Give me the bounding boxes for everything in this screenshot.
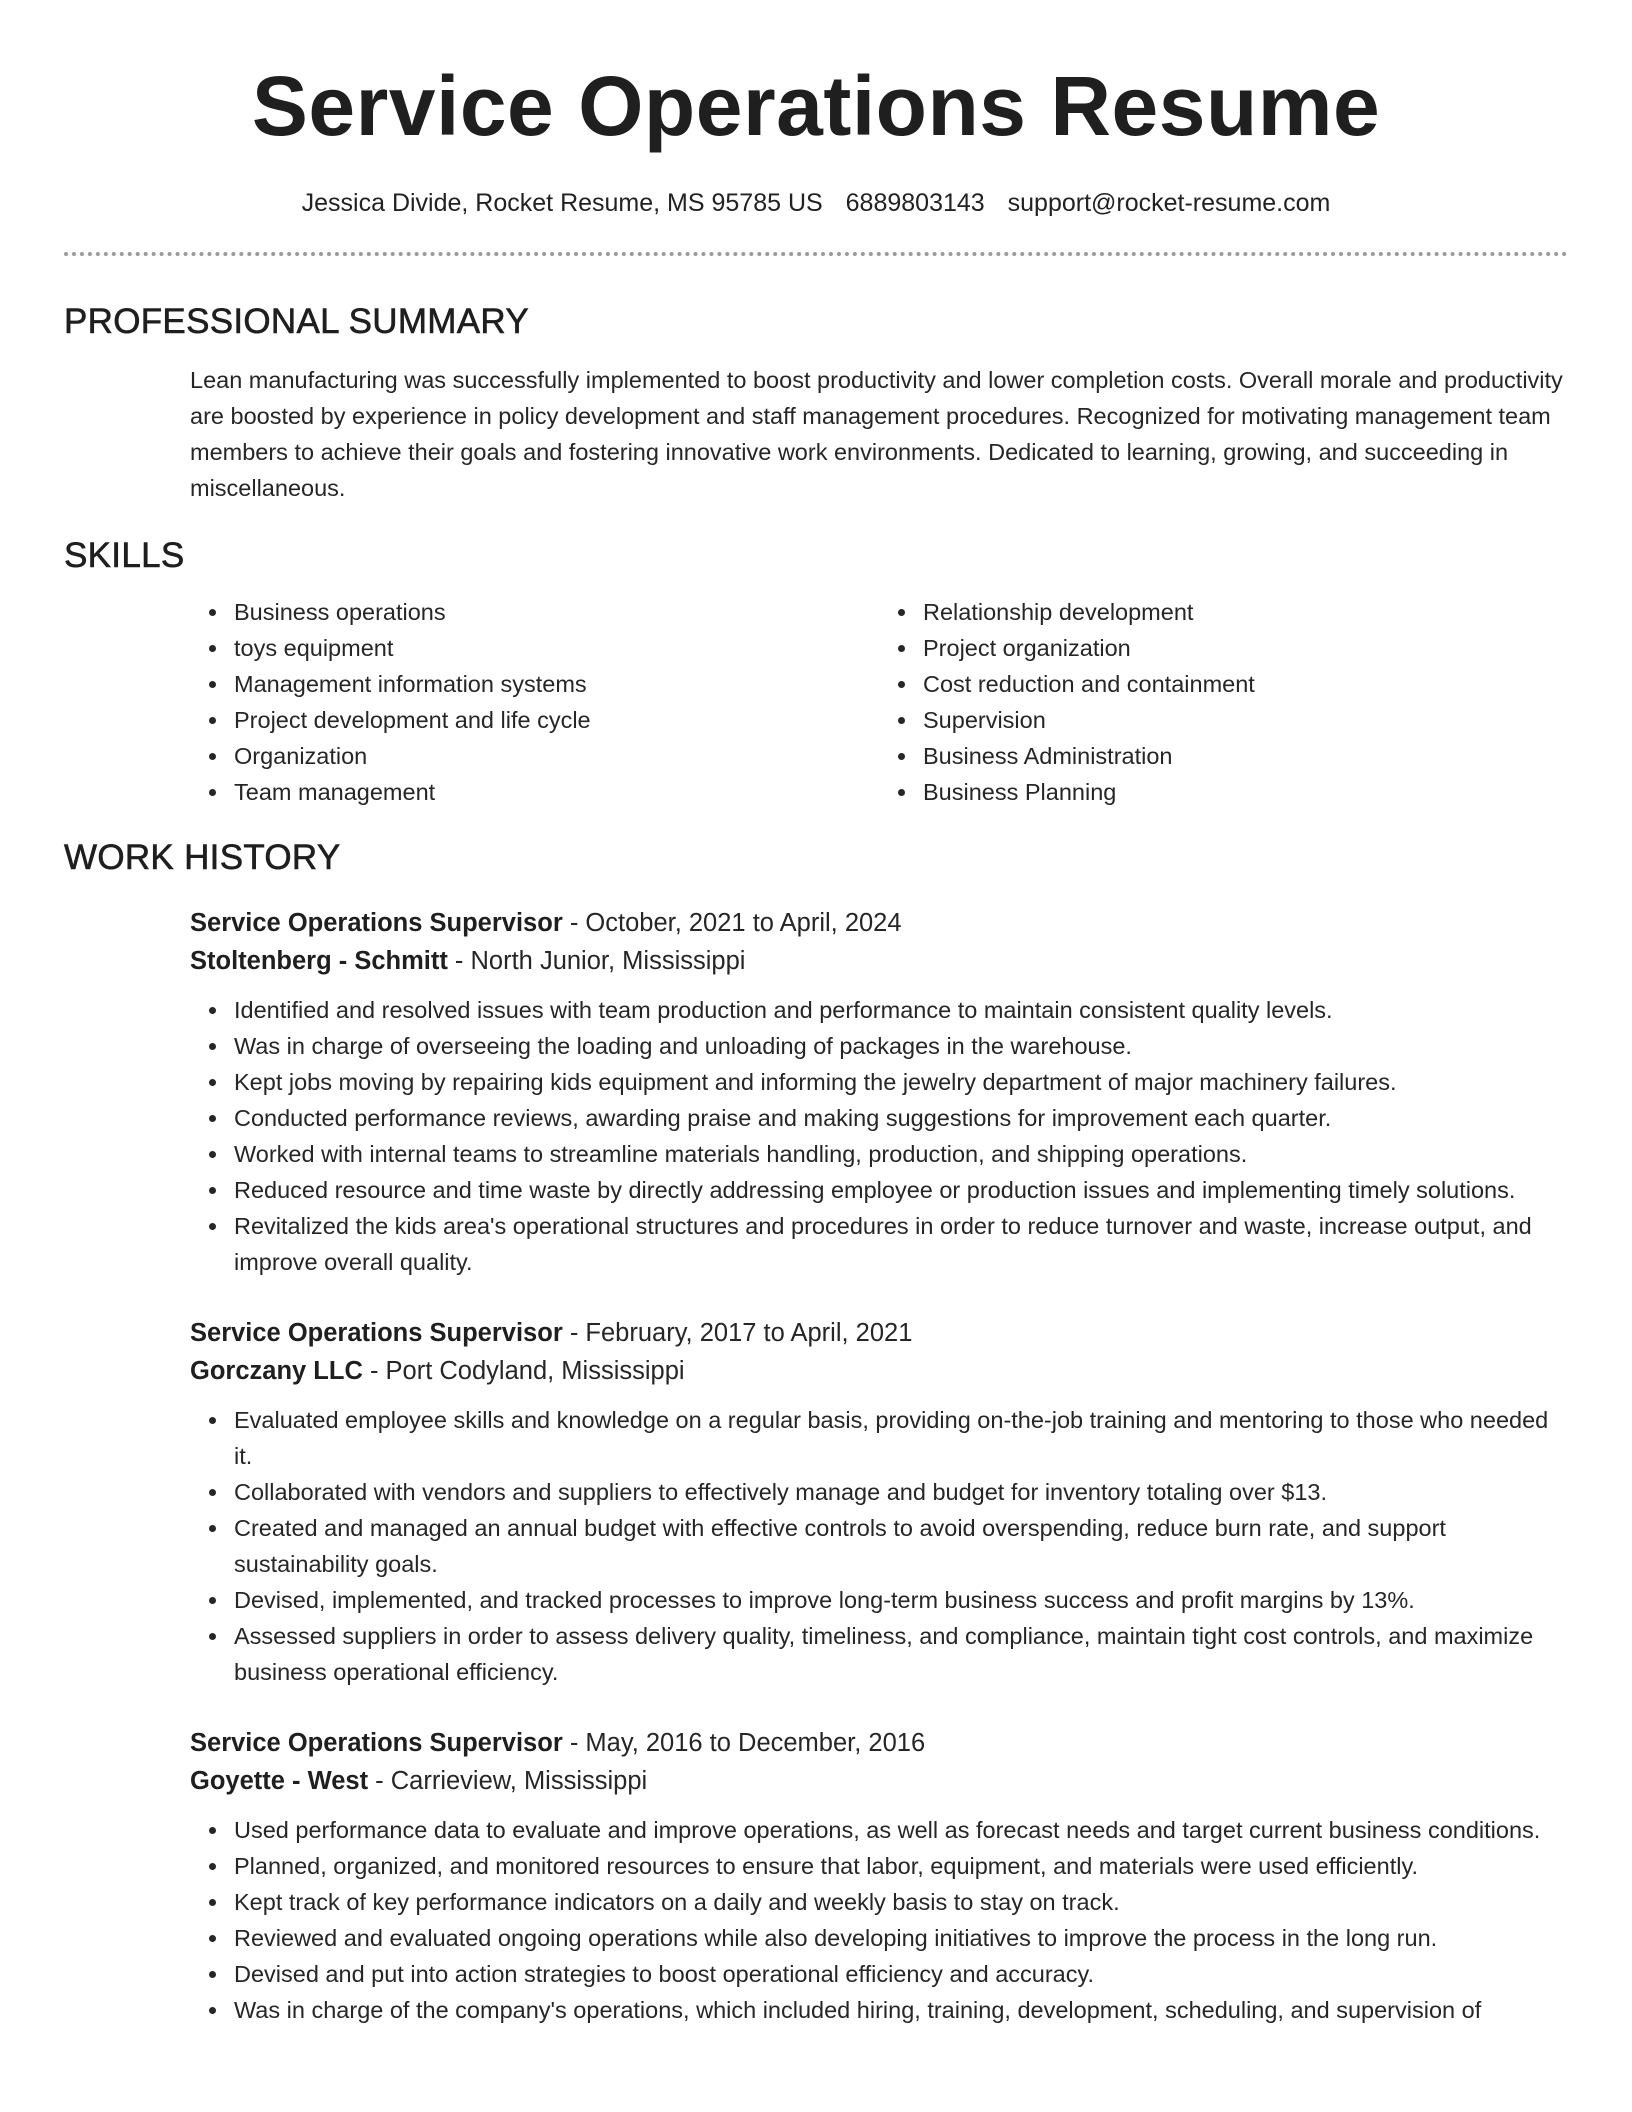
job-company-line — [190, 1352, 1568, 1390]
skill-item: Project development and life cycle — [234, 702, 879, 738]
job-dates: - May, 2016 to December, 2016 — [562, 1729, 926, 1757]
job-bullet: Revitalized the kids area's operational structures and procedures in order to reduce turnover and waste, increase output, and improve overall quality. — [234, 1208, 1570, 1280]
contact-phone: 6889803143 — [845, 189, 985, 217]
skill-item: Management information systems — [234, 666, 879, 702]
resume-title: Service Operations Resume — [251, 59, 1381, 153]
skill-item: toys equipment — [234, 630, 879, 666]
contact-line — [64, 186, 1568, 220]
job-bullet: Was in charge of overseeing the loading and unloading of packages in the warehouse. — [234, 1028, 1570, 1064]
job-title-line — [190, 1724, 1568, 1762]
job-bullet: Created and managed an annual budget with effective controls to avoid overspending, reduce burn rate, and support sustainability goals. — [234, 1510, 1570, 1582]
job-bullet: Kept track of key performance indicators on a daily and weekly basis to stay on track. — [234, 1884, 1570, 1920]
job-bullet: Was in charge of the company's operations, which included hiring, training, development, scheduling, and supervision of — [234, 1992, 1570, 2028]
skills-column-left — [190, 594, 879, 810]
job-bullet: Reduced resource and time waste by directly addressing employee or production issues and implementing timely solutions. — [234, 1172, 1570, 1208]
job-bullet: Identified and resolved issues with team production and performance to maintain consistent quality levels. — [234, 992, 1570, 1028]
job-company: Gorczany LLC — [190, 1357, 363, 1385]
job-entry — [190, 1314, 1568, 1690]
resume-page — [64, 0, 1568, 2028]
job-dates: - October, 2021 to April, 2024 — [562, 909, 902, 937]
job-title: Service Operations Supervisor — [190, 909, 563, 937]
job-company: Goyette - West — [190, 1767, 369, 1795]
job-bullet: Used performance data to evaluate and improve operations, as well as forecast needs and target current business conditions. — [234, 1812, 1570, 1848]
job-bullet: Kept jobs moving by repairing kids equipment and informing the jewelry department of major machinery failures. — [234, 1064, 1570, 1100]
job-bullets — [190, 1402, 1570, 1690]
job-bullet: Planned, organized, and monitored resources to ensure that labor, equipment, and materials were used efficiently. — [234, 1848, 1570, 1884]
job-title-line — [190, 1314, 1568, 1352]
job-location: - Port Codyland, Mississippi — [362, 1357, 685, 1385]
contact-address: Jessica Divide, Rocket Resume, MS 95785 US — [301, 189, 823, 217]
job-bullet: Devised, implemented, and tracked processes to improve long-term business success and profit margins by 13%. — [234, 1582, 1570, 1618]
header-divider — [64, 252, 1568, 256]
job-dates: - February, 2017 to April, 2021 — [562, 1319, 913, 1347]
skill-item: Business operations — [234, 594, 879, 630]
job-company-line — [190, 942, 1568, 980]
skill-item: Team management — [234, 774, 879, 810]
job-bullet: Assessed suppliers in order to assess delivery quality, timeliness, and compliance, maintain tight cost controls, and maximize business operational efficiency. — [234, 1618, 1570, 1690]
skill-item: Supervision — [923, 702, 1568, 738]
job-bullets — [190, 1812, 1570, 2028]
job-title-line — [190, 904, 1568, 942]
job-company: Stoltenberg - Schmitt — [190, 947, 448, 975]
job-entry — [190, 1724, 1568, 2028]
skill-item: Project organization — [923, 630, 1568, 666]
job-location: - Carrieview, Mississippi — [368, 1767, 648, 1795]
summary-heading: PROFESSIONAL SUMMARY — [64, 302, 529, 341]
contact-email: support@rocket-resume.com — [1007, 189, 1331, 217]
skill-item: Cost reduction and containment — [923, 666, 1568, 702]
job-bullet: Worked with internal teams to streamline materials handling, production, and shipping operations. — [234, 1136, 1570, 1172]
skills-list — [190, 594, 1568, 810]
skill-item: Relationship development — [923, 594, 1568, 630]
skill-item: Organization — [234, 738, 879, 774]
job-bullet: Evaluated employee skills and knowledge on a regular basis, providing on-the-job training and mentoring to those who needed it. — [234, 1402, 1570, 1474]
skills-column-right — [879, 594, 1568, 810]
skill-item: Business Planning — [923, 774, 1568, 810]
work-history-heading: WORK HISTORY — [64, 838, 341, 877]
job-bullets — [190, 992, 1570, 1280]
job-entry — [190, 904, 1568, 1280]
job-bullet: Devised and put into action strategies to boost operational efficiency and accuracy. — [234, 1956, 1570, 1992]
job-company-line — [190, 1762, 1568, 1800]
summary-text: Lean manufacturing was successfully implemented to boost productivity and lower completion costs. Overall morale and productivity are boosted by experience in policy development and staff management procedures. Recognized for motivating management team members to achieve their goals and fostering innovative work environments. Dedicated to learning, growing, and succeeding in miscellaneous. — [190, 367, 1563, 501]
skill-item: Business Administration — [923, 738, 1568, 774]
job-bullet: Collaborated with vendors and suppliers to effectively manage and budget for inventory totaling over $13. — [234, 1474, 1570, 1510]
job-title: Service Operations Supervisor — [190, 1729, 563, 1757]
job-location: - North Junior, Mississippi — [447, 947, 746, 975]
skills-heading: SKILLS — [64, 536, 185, 575]
job-title: Service Operations Supervisor — [190, 1319, 563, 1347]
job-bullet: Reviewed and evaluated ongoing operations while also developing initiatives to improve the process in the long run. — [234, 1920, 1570, 1956]
job-bullet: Conducted performance reviews, awarding praise and making suggestions for improvement each quarter. — [234, 1100, 1570, 1136]
